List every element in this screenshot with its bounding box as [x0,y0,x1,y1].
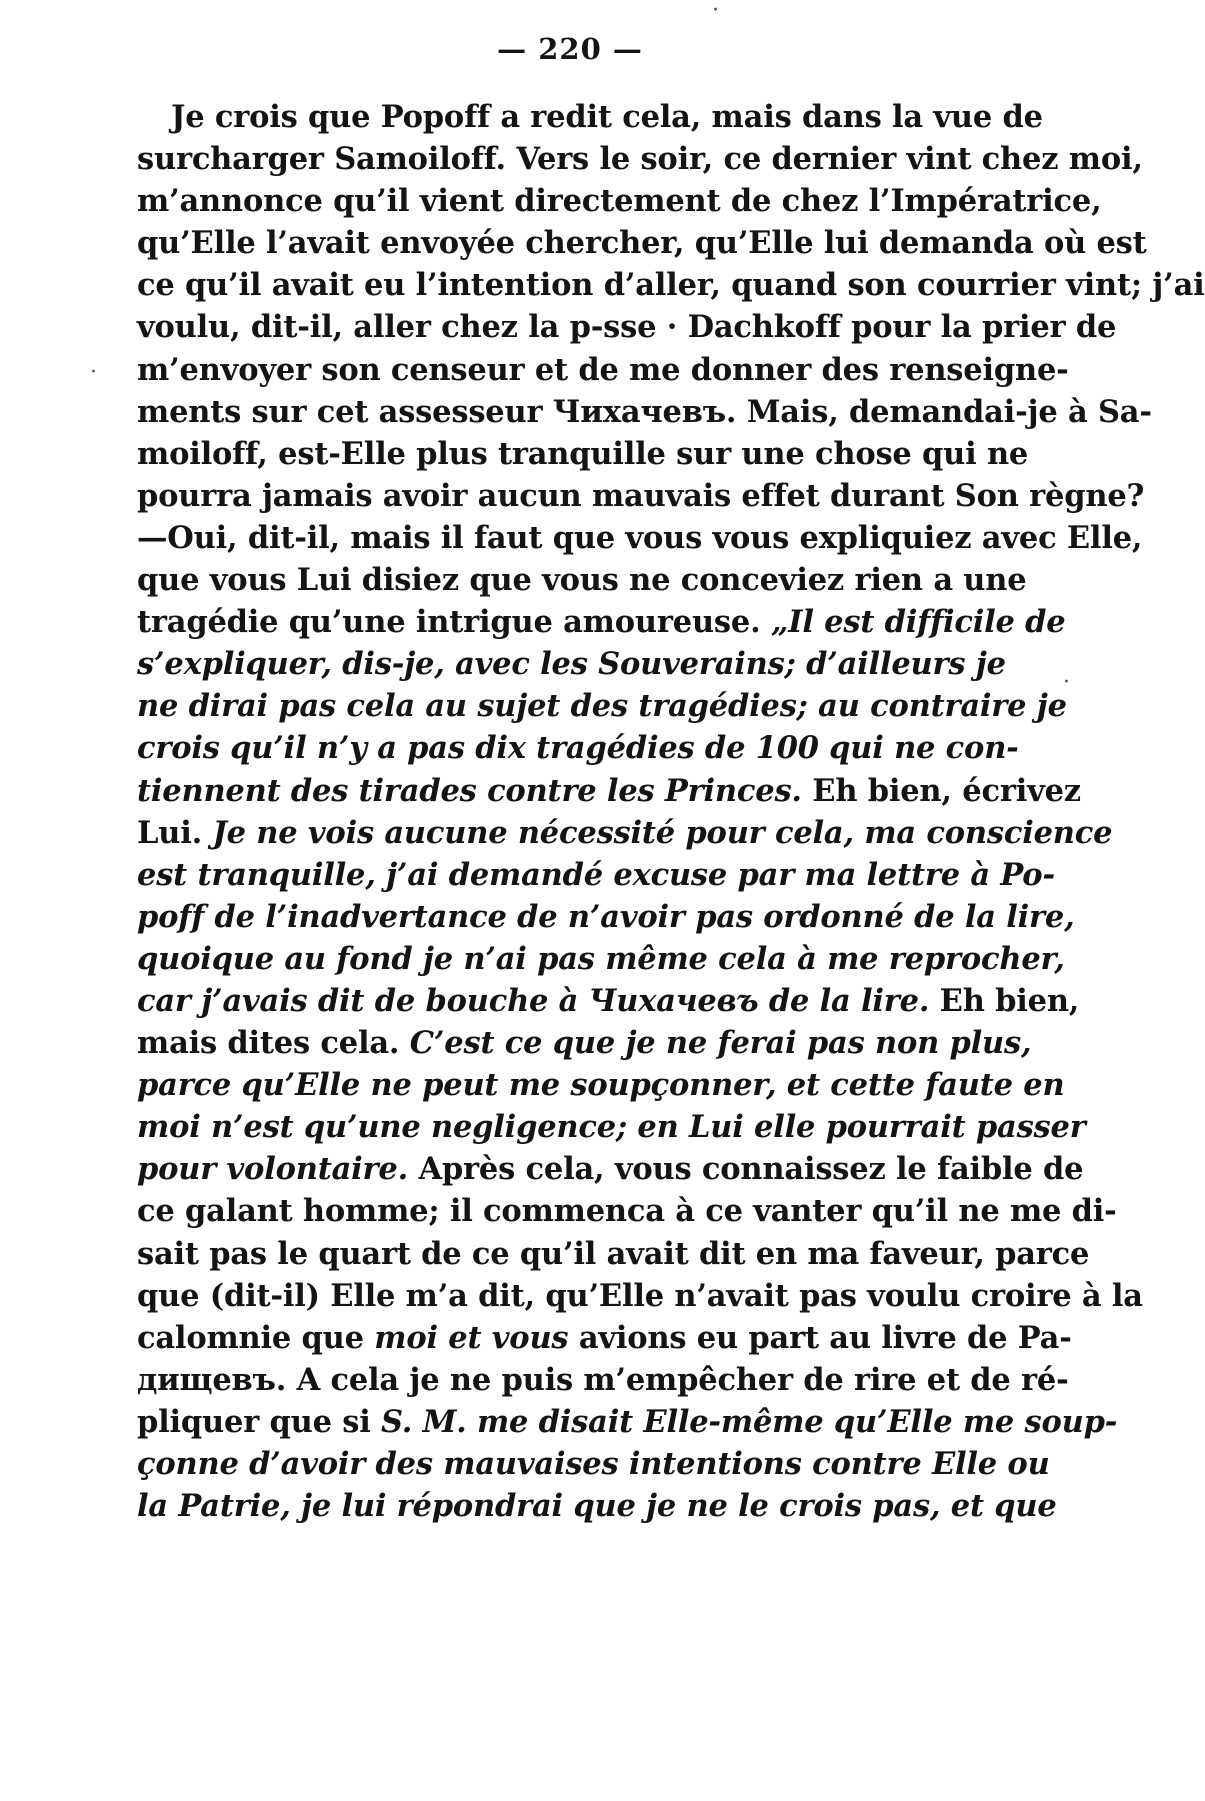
italic-text-segment: C’est ce que je ne ferai pas non plus, [409,1025,1032,1062]
italic-text-segment: est tranquille, j’ai demandé excuse par ma lettre à Po- [137,856,1055,893]
text-line [137,1401,1118,1443]
italic-text-segment: moi n’est qu’une negligence; en Lui elle pourrait passer [137,1109,1086,1146]
text-segment: mais dites cela. [137,1025,410,1062]
text-line [137,433,1029,475]
italic-text-segment: la Patrie, je lui répondrai que je ne le crois pas, et que [137,1488,1057,1525]
text-line [137,391,1152,433]
text-line [137,601,1066,643]
text-segment: ce qu’il avait eu l’intention d’aller, quand son courrier vint; j’ai [137,267,1205,304]
text-segment: sait pas le quart de ce qu’il avait dit en ma faveur, parce [137,1235,1090,1272]
text-line [137,812,1113,854]
italic-text-segment: ne dirai pas cela au sujet des tragédies; au contraire je [137,688,1067,725]
text-line [137,770,1081,812]
italic-text-segment: car j’avais dit de bouche à Чихачевъ de la lire. [137,982,930,1019]
text-segment: que vous Lui disiez que vous ne conceviez rien a une [137,562,1027,599]
italic-text-segment: S. M. me disait Elle-même qu’Elle me soup- [381,1403,1118,1440]
text-line [137,559,1027,601]
italic-text-segment: s’expliquer, dis-je, avec les Souverains; d’ailleurs je [137,646,1006,683]
text-segment: pourra jamais avoir aucun mauvais effet durant Son règne? [137,477,1145,514]
text-segment: Après cela, vous connaissez le faible de [408,1151,1084,1188]
text-segment: Eh bien, [929,982,1080,1019]
text-segment: дищевъ. A cela je ne puis m’empêcher de rire et de ré- [137,1361,1069,1398]
text-line [137,306,1117,348]
text-line [137,138,1143,180]
italic-text-segment: poff de l’inadvertance de n’avoir pas ordonné de la lire, [137,898,1075,935]
text-line [137,938,1065,980]
text-segment: m’envoyer son censeur et de me donner des renseigne- [137,351,1069,388]
text-line [137,180,1102,222]
text-line [137,1064,1065,1106]
text-segment: tragédie qu’une intrigue amoureuse. [137,604,771,641]
italic-text-segment: tiennent des tirades contre les Princes. [137,772,802,809]
italic-text-segment: Je ne vois aucune nécessité pour cela, ma conscience [212,814,1113,851]
text-line [137,517,1143,559]
text-segment: avions eu part au livre de Pa- [568,1319,1072,1356]
text-line [137,475,1145,517]
text-segment: Eh bien, écrivez [801,772,1081,809]
italic-text-segment: çonne d’avoir des mauvaises intentions contre Elle ou [137,1446,1050,1482]
text-line [137,349,1069,391]
text-segment: moiloff, est-Elle plus tranquille sur une chose qui ne [137,435,1029,472]
text-line [137,643,1006,685]
text-line [137,896,1075,938]
text-line [137,1359,1069,1401]
text-line [137,1106,1086,1148]
text-line [137,854,1055,896]
text-segment: ce galant homme; il commenca à ce vanter qu’il ne me di- [137,1193,1117,1230]
italic-text-segment: crois qu’il n’y a pas dix tragédies de 100 qui ne con- [137,730,1019,767]
text-line [137,222,1147,264]
text-line [137,264,1205,306]
text-line [137,1190,1117,1232]
text-line [137,1317,1072,1359]
text-segment: Lui. [137,814,213,851]
margin-dot: · [1063,670,1070,695]
text-segment: ments sur cet assesseur Чихачевъ. Mais, demandai-je à Sa- [137,393,1152,430]
text-line [137,1275,1143,1317]
text-line [137,1485,1057,1527]
italic-text-segment: „Il est difficile de [770,604,1066,641]
text-segment: qu’Elle l’avait envoyée chercher, qu’Elle lui demanda où est [137,225,1147,262]
text-segment: —Oui, dit-il, mais il faut que vous vous expliquiez avec Elle, [137,519,1143,556]
text-line [137,980,1080,1022]
text-segment: Je crois que Popoff a redit cela, mais dans la vue de [171,99,1043,135]
text-line [137,1233,1090,1275]
text-line [137,685,1067,727]
italic-text-segment: parce qu’Elle ne peut me soupçonner, et cette faute en [137,1067,1065,1104]
italic-text-segment: quoique au fond je n’ai pas même cela à me reprocher, [137,940,1065,977]
text-line [137,727,1019,769]
body-text [137,96,1205,1527]
italic-text-segment: moi et vous [374,1319,569,1356]
text-line [137,96,1043,138]
text-segment: voulu, dit-il, aller chez la p-sse · Dachkoff pour la prier de [137,309,1117,346]
text-segment: que (dit-il) Elle m’a dit, qu’Elle n’avait pas voulu croire à la [137,1277,1143,1314]
text-segment: calomnie que [137,1319,375,1356]
text-segment: surcharger Samoiloff. Vers le soir, ce dernier vint chez moi, [137,141,1143,178]
text-line [137,1148,1084,1190]
margin-dot: · [712,0,719,23]
italic-text-segment: pour volontaire. [137,1151,409,1188]
text-line [137,1022,1032,1064]
margin-dot: · [90,360,97,385]
page-number: — 220 — [497,32,643,66]
text-line [137,1443,1050,1485]
text-segment: pliquer que si [137,1403,381,1440]
text-segment: m’annonce qu’il vient directement de chez l’Impératrice, [137,183,1102,220]
